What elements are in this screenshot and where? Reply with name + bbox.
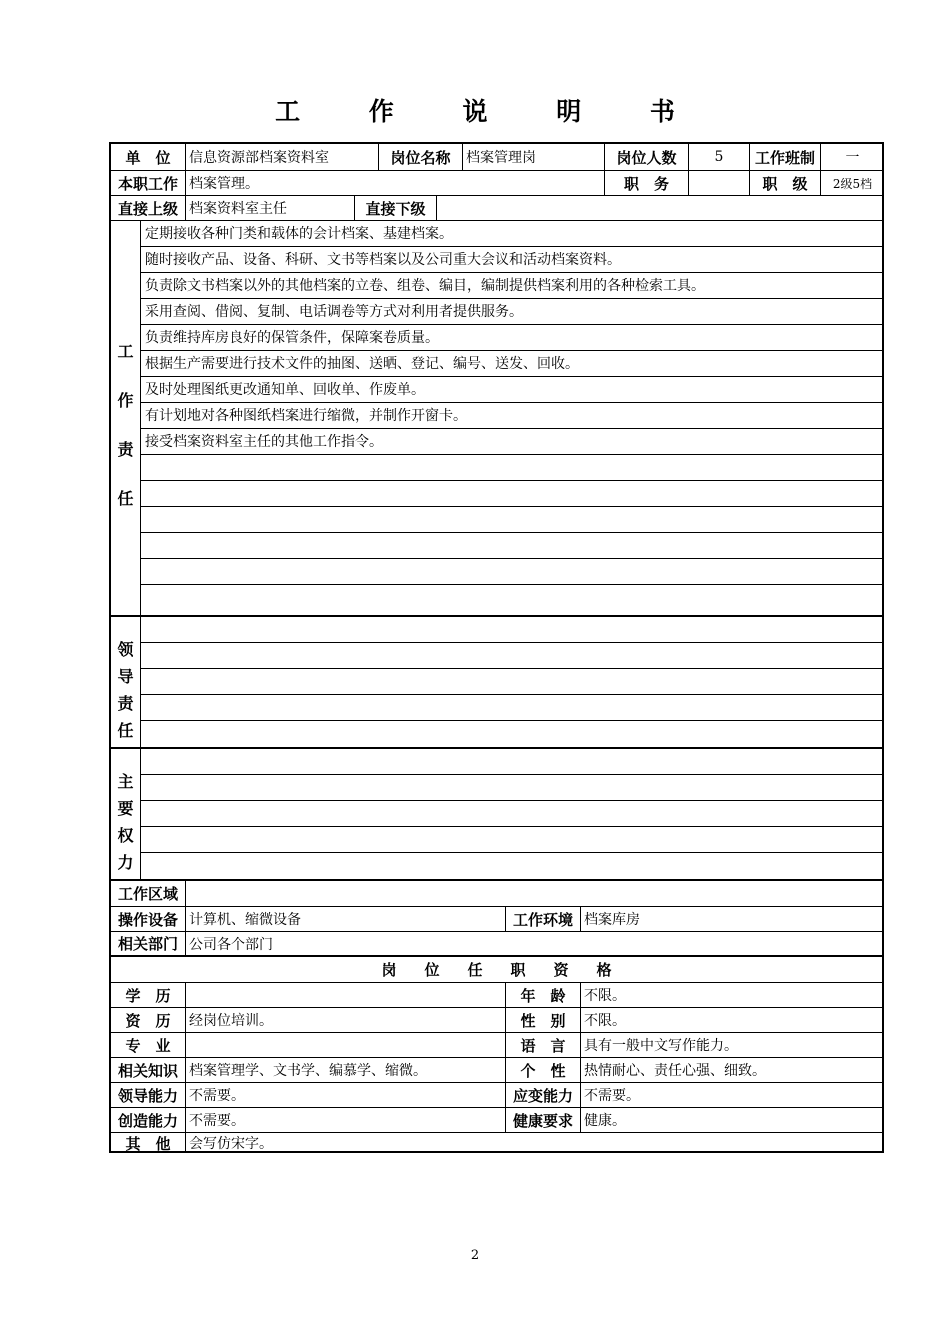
- list-item: [141, 775, 882, 801]
- authority-label-char: 权: [117, 826, 134, 845]
- list-item: [141, 533, 882, 559]
- leadership-label-char: 任: [117, 721, 134, 740]
- leadership-label-char: 责: [117, 694, 134, 713]
- qual-label: 资 历: [111, 1008, 186, 1032]
- table-row: [111, 1108, 882, 1133]
- list-item: [141, 749, 882, 775]
- header-row-1: [111, 144, 882, 171]
- list-item: [141, 801, 882, 827]
- list-item: 有计划地对各种图纸档案进行缩微，并制作开窗卡。: [141, 403, 882, 429]
- list-item: [141, 827, 882, 853]
- qual-label: 创造能力: [111, 1108, 186, 1132]
- list-item: 接受档案资料室主任的其他工作指令。: [141, 429, 882, 455]
- shift-label: 工作班制: [750, 144, 821, 170]
- unit-label: 单 位: [111, 144, 186, 170]
- list-item: 采用查阅、借阅、复制、电话调卷等方式对利用者提供服务。: [141, 299, 882, 325]
- responsibilities-label-char: 任: [117, 489, 134, 508]
- post-name-label: 岗位名称: [379, 144, 463, 170]
- authority-section: [111, 749, 882, 881]
- responsibilities-label-char: 作: [117, 391, 134, 410]
- authority-label-char: 力: [117, 853, 134, 872]
- authority-label-char: 主: [117, 772, 134, 791]
- headcount-value: 5: [689, 144, 750, 170]
- qual-label: 个 性: [506, 1058, 581, 1082]
- qual-value: 不需要。: [186, 1108, 506, 1132]
- job-description-form: [109, 142, 884, 1153]
- table-row: [111, 983, 882, 1008]
- environment-label: 工作环境: [506, 907, 581, 931]
- list-item: [141, 617, 882, 643]
- leadership-label-char: 导: [117, 667, 134, 686]
- work-area-row: [111, 881, 882, 907]
- qual-label: 相关知识: [111, 1058, 186, 1082]
- list-item: 负责除文书档案以外的其他档案的立卷、组卷、编目，编制提供档案利用的各种检索工具。: [141, 273, 882, 299]
- list-item: [141, 507, 882, 533]
- related-dept-value: 公司各个部门: [189, 936, 273, 953]
- headcount-label: 岗位人数: [605, 144, 689, 170]
- job-label: 本职工作: [111, 171, 186, 195]
- table-row: [111, 1058, 882, 1083]
- page-title: 工 作 说 明 书: [275, 97, 705, 126]
- responsibilities-label-char: 责: [117, 440, 134, 459]
- table-row: [111, 1083, 882, 1108]
- related-dept-row: [111, 932, 882, 957]
- list-item: [141, 643, 882, 669]
- work-area-value: [186, 881, 884, 906]
- subordinate-label: 直接下级: [355, 196, 437, 220]
- qualifications-heading: 岗位任职资格: [381, 961, 640, 979]
- responsibilities-section: [111, 221, 882, 617]
- qual-value: [186, 1033, 506, 1057]
- equipment-row: [111, 907, 882, 932]
- grade-label: 职 级: [750, 171, 821, 195]
- qualifications-heading-row: [111, 957, 882, 983]
- list-item: 及时处理图纸更改通知单、回收单、作废单。: [141, 377, 882, 403]
- related-dept-label: 相关部门: [111, 932, 186, 955]
- header-row-2: [111, 171, 882, 196]
- qual-label: 健康要求: [506, 1108, 581, 1132]
- qual-label: 性 别: [506, 1008, 581, 1032]
- superior-label: 直接上级: [111, 196, 186, 220]
- qual-label: 学 历: [111, 983, 186, 1007]
- authority-label: [111, 749, 141, 879]
- subordinate-value: [437, 196, 884, 220]
- qual-value: 不限。: [584, 988, 626, 1004]
- grade-value: 2级5档: [832, 176, 873, 191]
- qual-value: 档案管理学、文书学、编慕学、缩微。: [186, 1058, 506, 1082]
- equipment-label: 操作设备: [111, 907, 186, 931]
- qual-value: 不限。: [584, 1013, 626, 1029]
- qual-value: [186, 983, 506, 1007]
- list-item: 定期接收各种门类和载体的会计档案、基建档案。: [141, 221, 882, 247]
- equipment-value: 计算机、缩微设备: [186, 907, 506, 931]
- list-item: [141, 721, 882, 747]
- other-value: 会写仿宋字。: [189, 1136, 273, 1152]
- leadership-label-char: 领: [117, 640, 134, 659]
- qual-label: 领导能力: [111, 1083, 186, 1107]
- work-area-label: 工作区域: [111, 881, 186, 906]
- list-item: 根据生产需要进行技术文件的抽图、送晒、登记、编号、送发、回收。: [141, 351, 882, 377]
- qual-label: 应变能力: [506, 1083, 581, 1107]
- list-item: [141, 853, 882, 879]
- job-value: 档案管理。: [186, 171, 605, 195]
- qual-value: 具有一般中文写作能力。: [584, 1038, 738, 1054]
- superior-value: 档案资料室主任: [186, 196, 355, 220]
- shift-value: 一: [845, 150, 860, 166]
- qual-label: 专 业: [111, 1033, 186, 1057]
- list-item: 负责维持库房良好的保管条件，保障案卷质量。: [141, 325, 882, 351]
- list-item: [141, 669, 882, 695]
- unit-value: 信息资源部档案资料室: [186, 144, 379, 170]
- authority-label-char: 要: [117, 799, 134, 818]
- list-item: [141, 559, 882, 585]
- qual-value: 不需要。: [584, 1088, 640, 1104]
- qual-label: 年 龄: [506, 983, 581, 1007]
- qual-value: 热情耐心、责任心强、细致。: [584, 1063, 766, 1079]
- table-row: [111, 1033, 882, 1058]
- qual-value: 不需要。: [186, 1083, 506, 1107]
- leadership-section: [111, 617, 882, 749]
- other-row: [111, 1133, 882, 1153]
- list-item: [141, 695, 882, 721]
- qual-value: 经岗位培训。: [186, 1008, 506, 1032]
- header-row-3: [111, 196, 882, 221]
- table-row: [111, 1008, 882, 1033]
- qual-label: 语 言: [506, 1033, 581, 1057]
- list-item: [141, 455, 882, 481]
- duty-label: 职 务: [605, 171, 689, 195]
- leadership-label: [111, 617, 141, 747]
- duty-value: [689, 171, 750, 195]
- page-number: 2: [470, 1248, 480, 1263]
- list-item: [141, 585, 882, 615]
- responsibilities-label-char: 工: [117, 342, 134, 361]
- list-item: 随时接收产品、设备、科研、文书等档案以及公司重大会议和活动档案资料。: [141, 247, 882, 273]
- post-name-value: 档案管理岗: [463, 144, 605, 170]
- responsibilities-label: [111, 221, 141, 615]
- environment-value: 档案库房: [584, 912, 640, 928]
- list-item: [141, 481, 882, 507]
- qual-value: 健康。: [584, 1113, 626, 1129]
- other-label: 其 他: [111, 1133, 186, 1153]
